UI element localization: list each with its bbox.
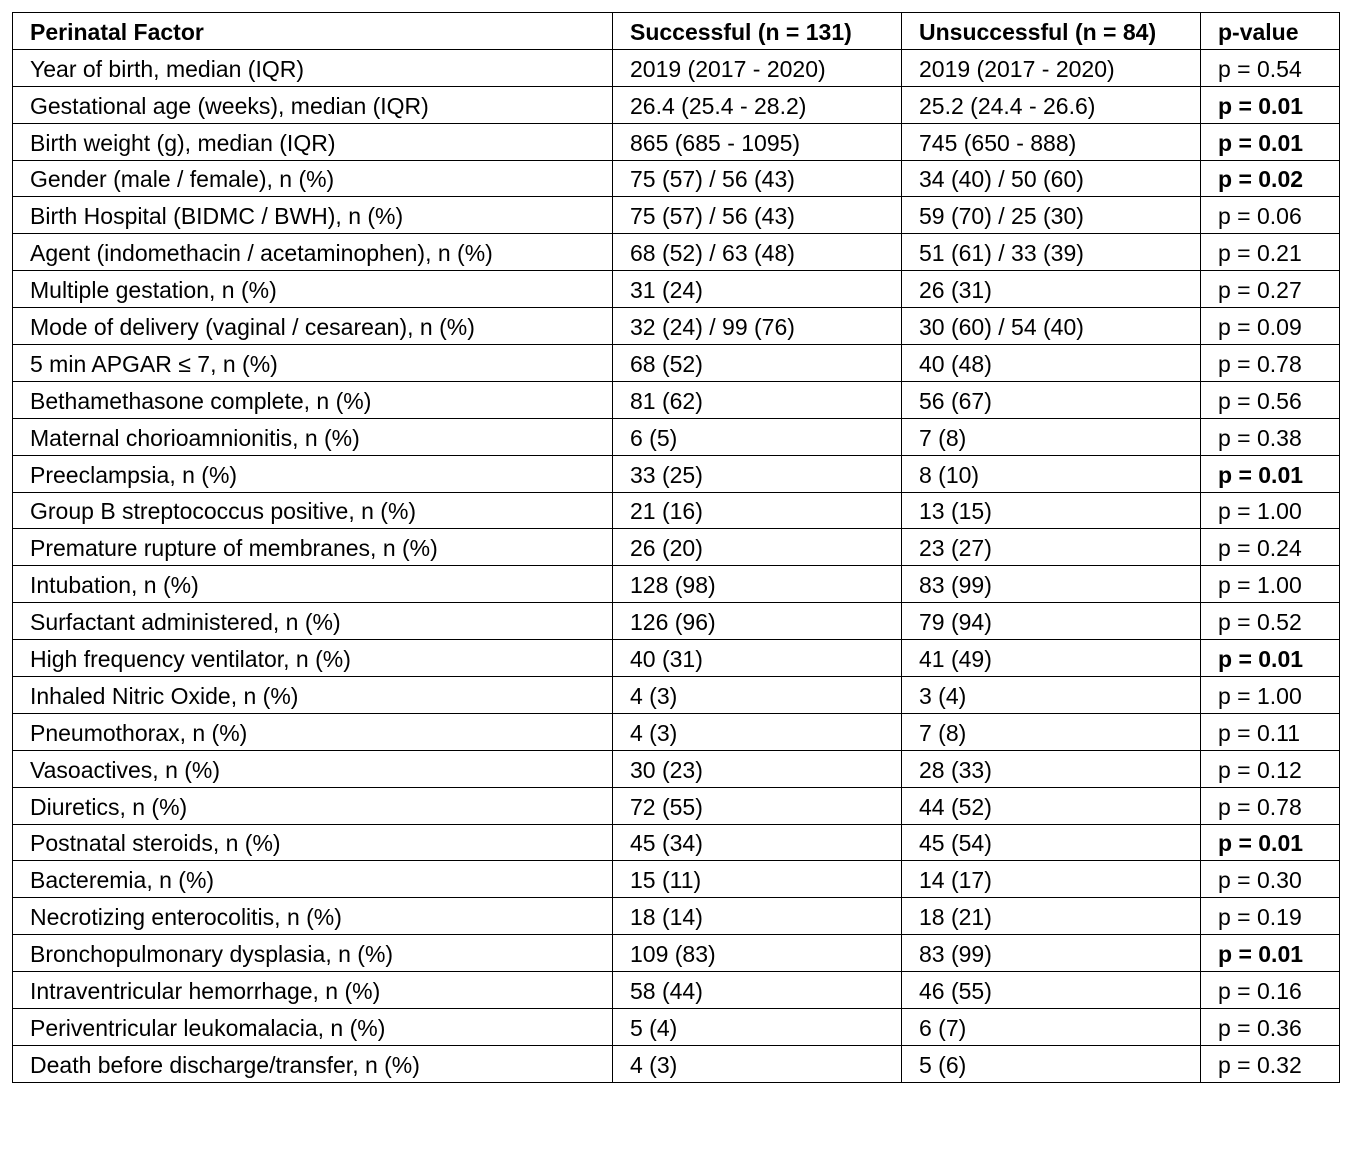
factor-cell: Maternal chorioamnionitis, n (%) xyxy=(13,418,613,455)
unsuccessful-cell: 13 (15) xyxy=(902,492,1201,529)
p-value-cell: p = 1.00 xyxy=(1201,492,1340,529)
header-row xyxy=(13,13,1340,50)
p-value-cell: p = 0.78 xyxy=(1201,787,1340,824)
table-row xyxy=(13,234,1340,271)
successful-cell: 109 (83) xyxy=(613,935,902,972)
unsuccessful-cell: 2019 (2017 - 2020) xyxy=(902,49,1201,86)
table-row xyxy=(13,640,1340,677)
p-value-cell: p = 0.16 xyxy=(1201,972,1340,1009)
successful-cell: 18 (14) xyxy=(613,898,902,935)
unsuccessful-cell: 23 (27) xyxy=(902,529,1201,566)
successful-cell: 31 (24) xyxy=(613,271,902,308)
p-value-cell: p = 0.01 xyxy=(1201,455,1340,492)
factor-cell: Diuretics, n (%) xyxy=(13,787,613,824)
header-successful: Successful (n = 131) xyxy=(613,13,902,50)
successful-cell: 81 (62) xyxy=(613,381,902,418)
successful-cell: 5 (4) xyxy=(613,1009,902,1046)
successful-cell: 30 (23) xyxy=(613,750,902,787)
successful-cell: 45 (34) xyxy=(613,824,902,861)
unsuccessful-cell: 5 (6) xyxy=(902,1045,1201,1082)
successful-cell: 72 (55) xyxy=(613,787,902,824)
unsuccessful-cell: 41 (49) xyxy=(902,640,1201,677)
factor-cell: Pneumothorax, n (%) xyxy=(13,713,613,750)
factor-cell: Bethamethasone complete, n (%) xyxy=(13,381,613,418)
p-value-cell: p = 0.01 xyxy=(1201,935,1340,972)
unsuccessful-cell: 40 (48) xyxy=(902,345,1201,382)
successful-cell: 75 (57) / 56 (43) xyxy=(613,197,902,234)
factor-cell: Premature rupture of membranes, n (%) xyxy=(13,529,613,566)
unsuccessful-cell: 51 (61) / 33 (39) xyxy=(902,234,1201,271)
successful-cell: 21 (16) xyxy=(613,492,902,529)
table-row xyxy=(13,381,1340,418)
factor-cell: Agent (indomethacin / acetaminophen), n (%) xyxy=(13,234,613,271)
p-value-cell: p = 0.12 xyxy=(1201,750,1340,787)
factor-cell: Necrotizing enterocolitis, n (%) xyxy=(13,898,613,935)
unsuccessful-cell: 3 (4) xyxy=(902,677,1201,714)
factor-cell: Gestational age (weeks), median (IQR) xyxy=(13,86,613,123)
successful-cell: 126 (96) xyxy=(613,603,902,640)
factor-cell: Bronchopulmonary dysplasia, n (%) xyxy=(13,935,613,972)
successful-cell: 58 (44) xyxy=(613,972,902,1009)
factor-cell: Periventricular leukomalacia, n (%) xyxy=(13,1009,613,1046)
successful-cell: 4 (3) xyxy=(613,1045,902,1082)
header-perinatal-factor: Perinatal Factor xyxy=(13,13,613,50)
unsuccessful-cell: 45 (54) xyxy=(902,824,1201,861)
table-row xyxy=(13,898,1340,935)
table-row xyxy=(13,160,1340,197)
unsuccessful-cell: 8 (10) xyxy=(902,455,1201,492)
table-row xyxy=(13,750,1340,787)
table-row xyxy=(13,455,1340,492)
factor-cell: Birth Hospital (BIDMC / BWH), n (%) xyxy=(13,197,613,234)
factor-cell: Inhaled Nitric Oxide, n (%) xyxy=(13,677,613,714)
p-value-cell: p = 1.00 xyxy=(1201,677,1340,714)
unsuccessful-cell: 83 (99) xyxy=(902,566,1201,603)
successful-cell: 40 (31) xyxy=(613,640,902,677)
p-value-cell: p = 1.00 xyxy=(1201,566,1340,603)
factor-cell: Surfactant administered, n (%) xyxy=(13,603,613,640)
factor-cell: Preeclampsia, n (%) xyxy=(13,455,613,492)
unsuccessful-cell: 18 (21) xyxy=(902,898,1201,935)
unsuccessful-cell: 28 (33) xyxy=(902,750,1201,787)
header-unsuccessful: Unsuccessful (n = 84) xyxy=(902,13,1201,50)
successful-cell: 2019 (2017 - 2020) xyxy=(613,49,902,86)
table-row xyxy=(13,308,1340,345)
successful-cell: 4 (3) xyxy=(613,677,902,714)
successful-cell: 865 (685 - 1095) xyxy=(613,123,902,160)
p-value-cell: p = 0.78 xyxy=(1201,345,1340,382)
factor-cell: Gender (male / female), n (%) xyxy=(13,160,613,197)
table-row xyxy=(13,49,1340,86)
unsuccessful-cell: 25.2 (24.4 - 26.6) xyxy=(902,86,1201,123)
p-value-cell: p = 0.30 xyxy=(1201,861,1340,898)
successful-cell: 26 (20) xyxy=(613,529,902,566)
table-row xyxy=(13,345,1340,382)
p-value-cell: p = 0.54 xyxy=(1201,49,1340,86)
factor-cell: Intubation, n (%) xyxy=(13,566,613,603)
unsuccessful-cell: 34 (40) / 50 (60) xyxy=(902,160,1201,197)
unsuccessful-cell: 44 (52) xyxy=(902,787,1201,824)
successful-cell: 68 (52) / 63 (48) xyxy=(613,234,902,271)
p-value-cell: p = 0.21 xyxy=(1201,234,1340,271)
p-value-cell: p = 0.11 xyxy=(1201,713,1340,750)
unsuccessful-cell: 7 (8) xyxy=(902,418,1201,455)
factor-cell: Mode of delivery (vaginal / cesarean), n (%) xyxy=(13,308,613,345)
factor-cell: Multiple gestation, n (%) xyxy=(13,271,613,308)
factor-cell: Birth weight (g), median (IQR) xyxy=(13,123,613,160)
p-value-cell: p = 0.06 xyxy=(1201,197,1340,234)
factor-cell: 5 min APGAR ≤ 7, n (%) xyxy=(13,345,613,382)
factor-cell: Vasoactives, n (%) xyxy=(13,750,613,787)
p-value-cell: p = 0.19 xyxy=(1201,898,1340,935)
successful-cell: 32 (24) / 99 (76) xyxy=(613,308,902,345)
header-p-value: p-value xyxy=(1201,13,1340,50)
factor-cell: Bacteremia, n (%) xyxy=(13,861,613,898)
table-row xyxy=(13,861,1340,898)
successful-cell: 75 (57) / 56 (43) xyxy=(613,160,902,197)
unsuccessful-cell: 79 (94) xyxy=(902,603,1201,640)
p-value-cell: p = 0.01 xyxy=(1201,824,1340,861)
successful-cell: 4 (3) xyxy=(613,713,902,750)
p-value-cell: p = 0.24 xyxy=(1201,529,1340,566)
table-row xyxy=(13,197,1340,234)
perinatal-factors-table xyxy=(12,12,1340,1083)
p-value-cell: p = 0.27 xyxy=(1201,271,1340,308)
p-value-cell: p = 0.01 xyxy=(1201,86,1340,123)
unsuccessful-cell: 46 (55) xyxy=(902,972,1201,1009)
table-row xyxy=(13,603,1340,640)
p-value-cell: p = 0.02 xyxy=(1201,160,1340,197)
unsuccessful-cell: 59 (70) / 25 (30) xyxy=(902,197,1201,234)
unsuccessful-cell: 14 (17) xyxy=(902,861,1201,898)
table-header xyxy=(13,13,1340,50)
unsuccessful-cell: 745 (650 - 888) xyxy=(902,123,1201,160)
p-value-cell: p = 0.09 xyxy=(1201,308,1340,345)
successful-cell: 26.4 (25.4 - 28.2) xyxy=(613,86,902,123)
table-row xyxy=(13,566,1340,603)
unsuccessful-cell: 7 (8) xyxy=(902,713,1201,750)
factor-cell: Year of birth, median (IQR) xyxy=(13,49,613,86)
table-row xyxy=(13,972,1340,1009)
table-row xyxy=(13,123,1340,160)
table-row xyxy=(13,677,1340,714)
p-value-cell: p = 0.56 xyxy=(1201,381,1340,418)
table-row xyxy=(13,86,1340,123)
successful-cell: 33 (25) xyxy=(613,455,902,492)
table-row xyxy=(13,271,1340,308)
table-body xyxy=(13,49,1340,1082)
table-row xyxy=(13,824,1340,861)
p-value-cell: p = 0.01 xyxy=(1201,640,1340,677)
factor-cell: High frequency ventilator, n (%) xyxy=(13,640,613,677)
table-row xyxy=(13,1009,1340,1046)
p-value-cell: p = 0.01 xyxy=(1201,123,1340,160)
table-row xyxy=(13,418,1340,455)
table-row xyxy=(13,529,1340,566)
factor-cell: Group B streptococcus positive, n (%) xyxy=(13,492,613,529)
successful-cell: 6 (5) xyxy=(613,418,902,455)
table-row xyxy=(13,713,1340,750)
table-row xyxy=(13,1045,1340,1082)
p-value-cell: p = 0.36 xyxy=(1201,1009,1340,1046)
unsuccessful-cell: 6 (7) xyxy=(902,1009,1201,1046)
unsuccessful-cell: 26 (31) xyxy=(902,271,1201,308)
p-value-cell: p = 0.52 xyxy=(1201,603,1340,640)
table-row xyxy=(13,492,1340,529)
unsuccessful-cell: 83 (99) xyxy=(902,935,1201,972)
successful-cell: 128 (98) xyxy=(613,566,902,603)
unsuccessful-cell: 30 (60) / 54 (40) xyxy=(902,308,1201,345)
table-row xyxy=(13,935,1340,972)
factor-cell: Postnatal steroids, n (%) xyxy=(13,824,613,861)
successful-cell: 15 (11) xyxy=(613,861,902,898)
table-row xyxy=(13,787,1340,824)
successful-cell: 68 (52) xyxy=(613,345,902,382)
p-value-cell: p = 0.38 xyxy=(1201,418,1340,455)
p-value-cell: p = 0.32 xyxy=(1201,1045,1340,1082)
factor-cell: Intraventricular hemorrhage, n (%) xyxy=(13,972,613,1009)
factor-cell: Death before discharge/transfer, n (%) xyxy=(13,1045,613,1082)
unsuccessful-cell: 56 (67) xyxy=(902,381,1201,418)
